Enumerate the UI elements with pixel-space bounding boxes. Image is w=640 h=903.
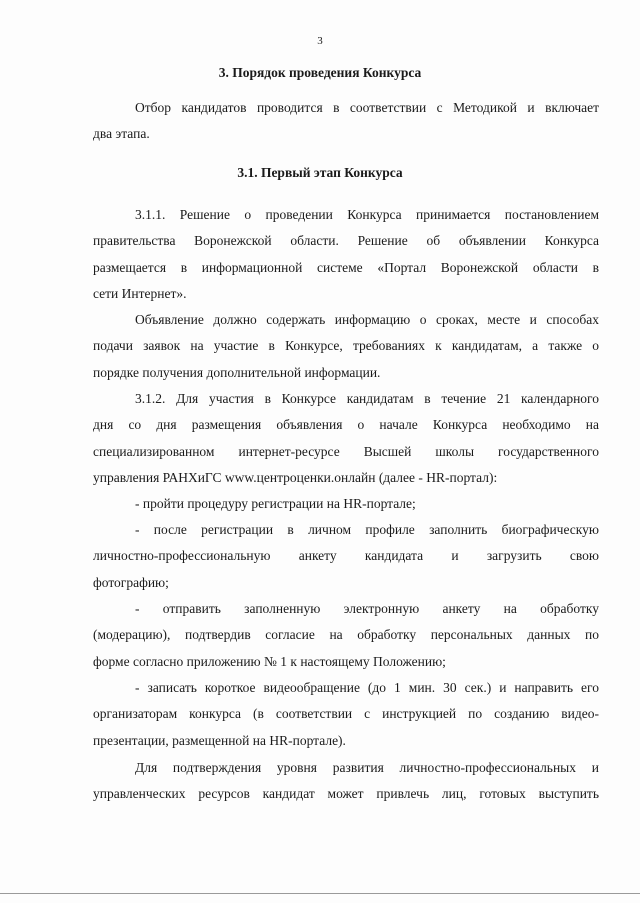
paragraph-line: порядке получения дополнительной информации.: [93, 364, 381, 380]
paragraph-line: правительства Воронежской области. Решение об объявлении Конкурса: [93, 233, 599, 249]
paragraph-line: организаторам конкурса (в соответствии с инструкцией по созданию видео-: [93, 706, 599, 722]
paragraph-line: Отбор кандидатов проводится в соответствии с Методикой и включает: [135, 100, 599, 115]
paragraph-line: дня со дня размещения объявления о начале Конкурса необходимо на: [93, 417, 599, 433]
confirmation-paragraph: [93, 755, 599, 808]
paragraph-line: 3.1.1. Решение о проведении Конкурса принимается постановлением: [135, 207, 599, 222]
paragraph-line: подачи заявок на участие в Конкурсе, требованиях к кандидатам, а также о: [93, 338, 599, 354]
paragraph-line: презентации, размещенной на HR-портале).: [93, 732, 346, 748]
paragraph-line: - пройти процедуру регистрации на HR-портале;: [135, 496, 416, 511]
paragraph-line: управленческих ресурсов кандидат может привлечь лиц, готовых выступить: [93, 786, 599, 802]
paragraph-line: - после регистрации в личном профиле заполнить биографическую: [135, 522, 599, 537]
paragraph-line: - отправить заполненную электронную анкету на обработку: [135, 601, 599, 616]
announcement-paragraph: [93, 307, 599, 386]
paragraph-line: управления РАНХиГС www.центроценки.онлайн (далее - HR-портал):: [93, 469, 498, 485]
paragraph-line: форме согласно приложению № 1 к настоящему Положению;: [93, 653, 446, 669]
page-number: 3: [317, 35, 323, 47]
paragraph-line: размещается в информационной системе «Портал Воронежской области в: [93, 259, 599, 275]
list-item-submit: [93, 596, 599, 675]
paragraph-3-1-2: [93, 386, 599, 491]
paragraph-line: - записать короткое видеообращение (до 1 мин. 30 сек.) и направить его: [135, 680, 599, 695]
paragraph-line: два этапа.: [93, 126, 150, 142]
list-item-video: [93, 675, 599, 754]
paragraph-line: сети Интернет».: [93, 285, 187, 301]
paragraph-line: Для подтверждения уровня развития личностно-профессиональных и: [135, 760, 599, 775]
list-item-profile: [93, 517, 599, 596]
intro-paragraph: [93, 95, 599, 148]
paragraph-line: фотографию;: [93, 574, 169, 590]
page-bottom-edge: [0, 893, 640, 894]
list-item-registration: [93, 491, 599, 517]
paragraph-line: личностно-профессиональную анкету кандидата и загрузить свою: [93, 548, 599, 564]
paragraph-line: 3.1.2. Для участия в Конкурсе кандидатам в течение 21 календарного: [135, 391, 599, 406]
section-heading: 3. Порядок проведения Конкурса: [218, 65, 422, 80]
paragraph-line: (модерацию), подтвердив согласие на обработку персональных данных по: [93, 627, 599, 643]
subsection-heading: 3.1. Первый этап Конкурса: [237, 165, 403, 180]
paragraph-line: Объявление должно содержать информацию о сроках, месте и способах: [135, 312, 599, 327]
paragraph-line: специализированном интернет-ресурсе Высшей школы государственного: [93, 443, 599, 459]
paragraph-3-1-1: [93, 202, 599, 307]
